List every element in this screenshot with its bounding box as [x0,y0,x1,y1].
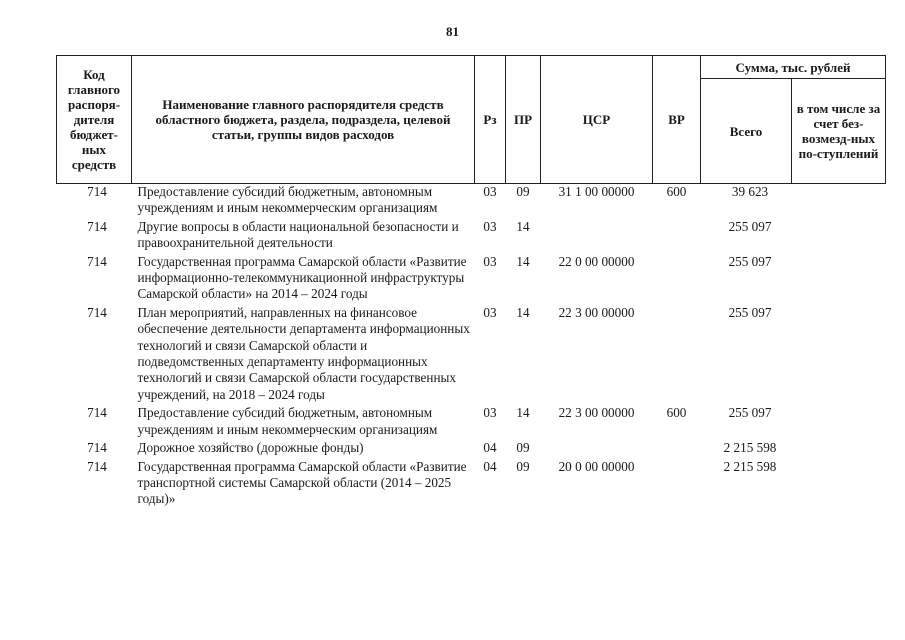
cell-rz: 03 [483,218,497,234]
table-row [57,405,886,440]
cell-free [792,219,886,254]
table-row [57,219,886,254]
cell-csr: 31 1 00 00000 [558,184,635,199]
cell-csr [541,219,653,254]
table-row [57,459,886,510]
cell-code: 714 [87,218,107,234]
cell-code: 714 [87,458,107,474]
cell-free [792,254,886,305]
cell-name: Дорожное хозяйство (дорожные фонды) [137,440,364,456]
cell-rz: 04 [483,458,497,474]
cell-pr: 14 [516,405,530,421]
cell-rz: 03 [483,184,497,199]
cell-pr: 14 [516,304,530,320]
cell-pr: 14 [516,253,530,269]
cell-total: 2 215 598 [723,458,777,474]
cell-csr: 22 3 00 00000 [558,405,635,421]
cell-vr [653,219,701,254]
header-rz: Рз [475,56,506,184]
table-row [57,440,886,458]
header-free: в том числе за счет без-возмезд-ных по-ступлений [792,79,886,184]
cell-vr [653,440,701,458]
budget-table [56,55,886,510]
cell-name: Другие вопросы в области национальной безопасности и правоохранительной деятельности [137,218,459,251]
header-total: Всего [701,79,792,184]
cell-csr [541,440,653,458]
cell-csr: 22 3 00 00000 [558,304,635,320]
table-row [57,184,886,219]
header-name: Наименование главного распорядителя средств областного бюджета, раздела, подраздела, целевой статьи, группы видов расходов [132,56,475,184]
cell-rz: 03 [483,253,497,269]
table-header [57,56,886,184]
cell-name: Предоставление субсидий бюджетным, автономным учреждениям и иным некоммерческим организациям [137,184,438,216]
header-pr: ПР [506,56,541,184]
header-vr: ВР [653,56,701,184]
cell-total: 255 097 [728,405,772,421]
cell-vr [653,305,701,405]
cell-rz: 03 [483,304,497,320]
cell-code: 714 [87,184,107,199]
cell-pr: 09 [516,184,530,199]
cell-free [792,305,886,405]
cell-name: Государственная программа Самарской области «Развитие информационно-телекоммуникационной инфраструктуры Самарской области» на 2014 – 2024 годы [137,253,467,302]
table-body [57,184,886,510]
cell-pr: 14 [516,218,530,234]
header-sum: Сумма, тыс. рублей [701,56,886,79]
table-row [57,305,886,405]
cell-free [792,459,886,510]
cell-code: 714 [87,440,107,456]
cell-csr: 22 0 00 00000 [558,253,635,269]
cell-name: Предоставление субсидий бюджетным, автономным учреждениям и иным некоммерческим организациям [137,405,438,437]
cell-code: 714 [87,253,107,269]
table-row [57,254,886,305]
cell-rz: 03 [483,405,497,421]
cell-total: 255 097 [728,218,772,234]
cell-vr: 600 [666,184,687,199]
page-number: 81 [446,24,459,39]
cell-vr: 600 [666,405,687,421]
cell-code: 714 [87,304,107,320]
cell-vr [653,254,701,305]
cell-name: Государственная программа Самарской области «Развитие транспортной системы Самарской области (2014 – 2025 годы)» [137,458,467,507]
cell-pr: 09 [516,458,530,474]
cell-code: 714 [87,405,107,421]
header-code: Код главного распоря-дителя бюджет-ных средств [57,56,132,184]
cell-total: 255 097 [728,304,772,320]
cell-free [792,440,886,458]
cell-free [792,184,886,219]
cell-pr: 09 [516,440,530,456]
cell-total: 39 623 [731,184,769,199]
cell-rz: 04 [483,440,497,456]
header-csr: ЦСР [541,56,653,184]
cell-total: 2 215 598 [723,440,777,456]
cell-csr: 20 0 00 00000 [558,458,635,474]
cell-name: План мероприятий, направленных на финансовое обеспечение деятельности департамента информационных технологий и связи Самарской области и подведомственных департаменту информационных технологий и связи Самарской области государственных учреждений, на 2018 – 2024 годы [137,304,470,402]
cell-vr [653,459,701,510]
cell-free [792,405,886,440]
cell-total: 255 097 [728,253,772,269]
